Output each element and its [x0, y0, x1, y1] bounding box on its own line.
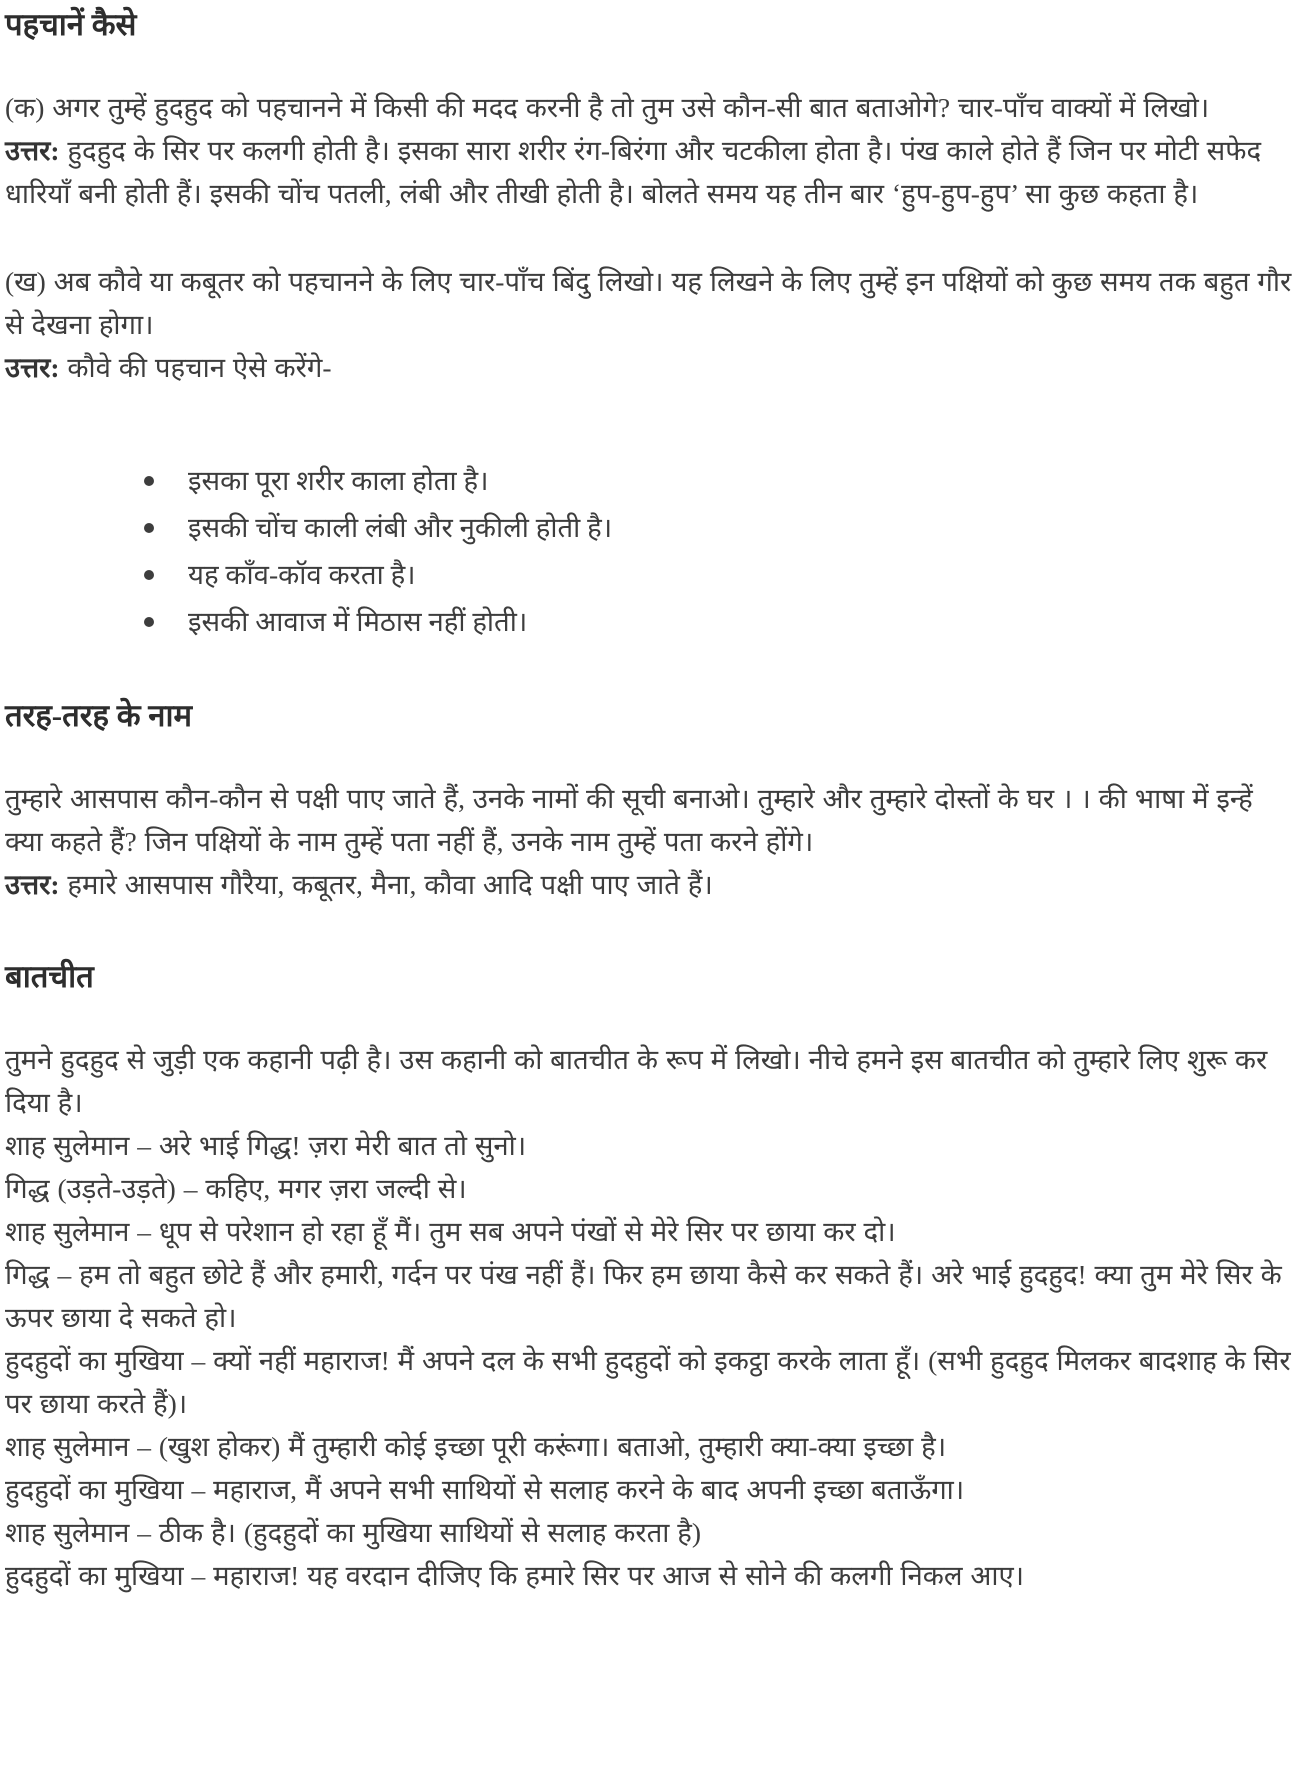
dialog-line: हुदहुदों का मुखिया – क्यों नहीं महाराज! मैं अपने दल के सभी हुदहुदों को इकट्ठा करके लाता हूँ। (सभी हुदहुद मिलकर बादशाह के सिर पर छाया करते हैं)। [5, 1345, 1291, 1419]
section-heading-names: तरह-तरह के नाम [5, 698, 193, 733]
answer-kha-text: कौवे की पहचान ऐसे करेंगे- [67, 352, 332, 383]
dialog-line: शाह सुलेमान – (खुश होकर) मैं तुम्हारी कोई इच्छा पूरी करूंगा। बताओ, तुम्हारी क्या-क्या इच्छा है। [5, 1431, 947, 1462]
answer-ka-text: हुदहुद के सिर पर कलगी होती है। इसका सारा शरीर रंग-बिरंगा और चटकीला होता है। पंख काले होते हैं जिन पर मोटी सफेद धारियाँ बनी होती हैं। इसकी चोंच पतली, लंबी और तीखी होती है। बोलते समय यह तीन बार ‘हुप-हुप-हुप’ सा कुछ कहता है। [5, 135, 1262, 209]
list-item [188, 551, 1293, 598]
crow-identification-list [5, 457, 1293, 645]
answer-label: उत्तर: [5, 135, 60, 166]
dialog-line: शाह सुलेमान – अरे भाई गिद्ध! ज़रा मेरी बात तो सुनो। [5, 1130, 527, 1161]
qa-block-identify-ka [5, 86, 1293, 215]
conversation-block [5, 1038, 1293, 1597]
section-heading-identify: पहचानें कैसे [5, 7, 137, 42]
list-item-text: यह काँव-कॉव करता है। [188, 559, 416, 590]
section-heading-conversation: बातचीत [5, 959, 94, 994]
list-item-text: इसकी चोंच काली लंबी और नुकीली होती है। [188, 512, 613, 543]
names-question-text: तुम्हारे आसपास कौन-कौन से पक्षी पाए जाते हैं, उनके नामों की सूची बनाओ। तुम्हारे और तुम्हारे दोस्तों के घर । । की भाषा में इन्हें क्या कहते हैं? जिन पक्षियों के नाम तुम्हें पता नहीं हैं, उनके नाम तुम्हें पता करने होंगे। [5, 783, 1253, 857]
question-ka-text: (क) अगर तुम्हें हुदहुद को पहचानने में किसी की मदद करनी है तो तुम उसे कौन-सी बात बताओगे? चार-पाँच वाक्यों में लिखो। [5, 92, 1210, 123]
dialog-line: गिद्ध (उड़ते-उड़ते) – कहिए, मगर ज़रा जल्दी से। [5, 1173, 467, 1204]
list-item-text: इसकी आवाज में मिठास नहीं होती। [188, 606, 528, 637]
dialog-line: हुदहुदों का मुखिया – महाराज, मैं अपने सभी साथियों से सलाह करने के बाद अपनी इच्छा बताऊँगा। [5, 1474, 965, 1505]
names-answer-text: हमारे आसपास गौरैया, कबूतर, मैना, कौवा आदि पक्षी पाए जाते हैं। [67, 869, 713, 900]
list-item [188, 598, 1293, 645]
dialog-line: शाह सुलेमान – धूप से परेशान हो रहा हूँ मैं। तुम सब अपने पंखों से मेरे सिर पर छाया कर दो। [5, 1216, 896, 1247]
dialog-line: शाह सुलेमान – ठीक है। (हुदहुदों का मुखिया साथियों से सलाह करता है) [5, 1517, 702, 1548]
conversation-intro-text: तुमने हुदहुद से जुड़ी एक कहानी पढ़ी है। उस कहानी को बातचीत के रूप में लिखो। नीचे हमने इस बातचीत को तुम्हारे लिए शुरू कर दिया है। [5, 1044, 1268, 1118]
list-item [188, 504, 1293, 551]
qa-block-identify-kha [5, 260, 1293, 389]
answer-label: उत्तर: [5, 352, 60, 383]
list-item-text: इसका पूरा शरीर काला होता है। [188, 465, 489, 496]
question-kha-text: (ख) अब कौवे या कबूतर को पहचानने के लिए चार-पाँच बिंदु लिखो। यह लिखने के लिए तुम्हें इन पक्षियों को कुछ समय तक बहुत गौर से देखना होगा। [5, 266, 1292, 340]
qa-block-names [5, 777, 1293, 906]
answer-label: उत्तर: [5, 869, 60, 900]
dialog-line: गिद्ध – हम तो बहुत छोटे हैं और हमारी, गर्दन पर पंख नहीं हैं। फिर हम छाया कैसे कर सकते हैं। अरे भाई हुदहुद! क्या तुम मेरे सिर के ऊपर छाया दे सकते हो। [5, 1259, 1282, 1333]
list-item [188, 457, 1293, 504]
dialog-line: हुदहुदों का मुखिया – महाराज! यह वरदान दीजिए कि हमारे सिर पर आज से सोने की कलगी निकल आए। [5, 1560, 1025, 1591]
